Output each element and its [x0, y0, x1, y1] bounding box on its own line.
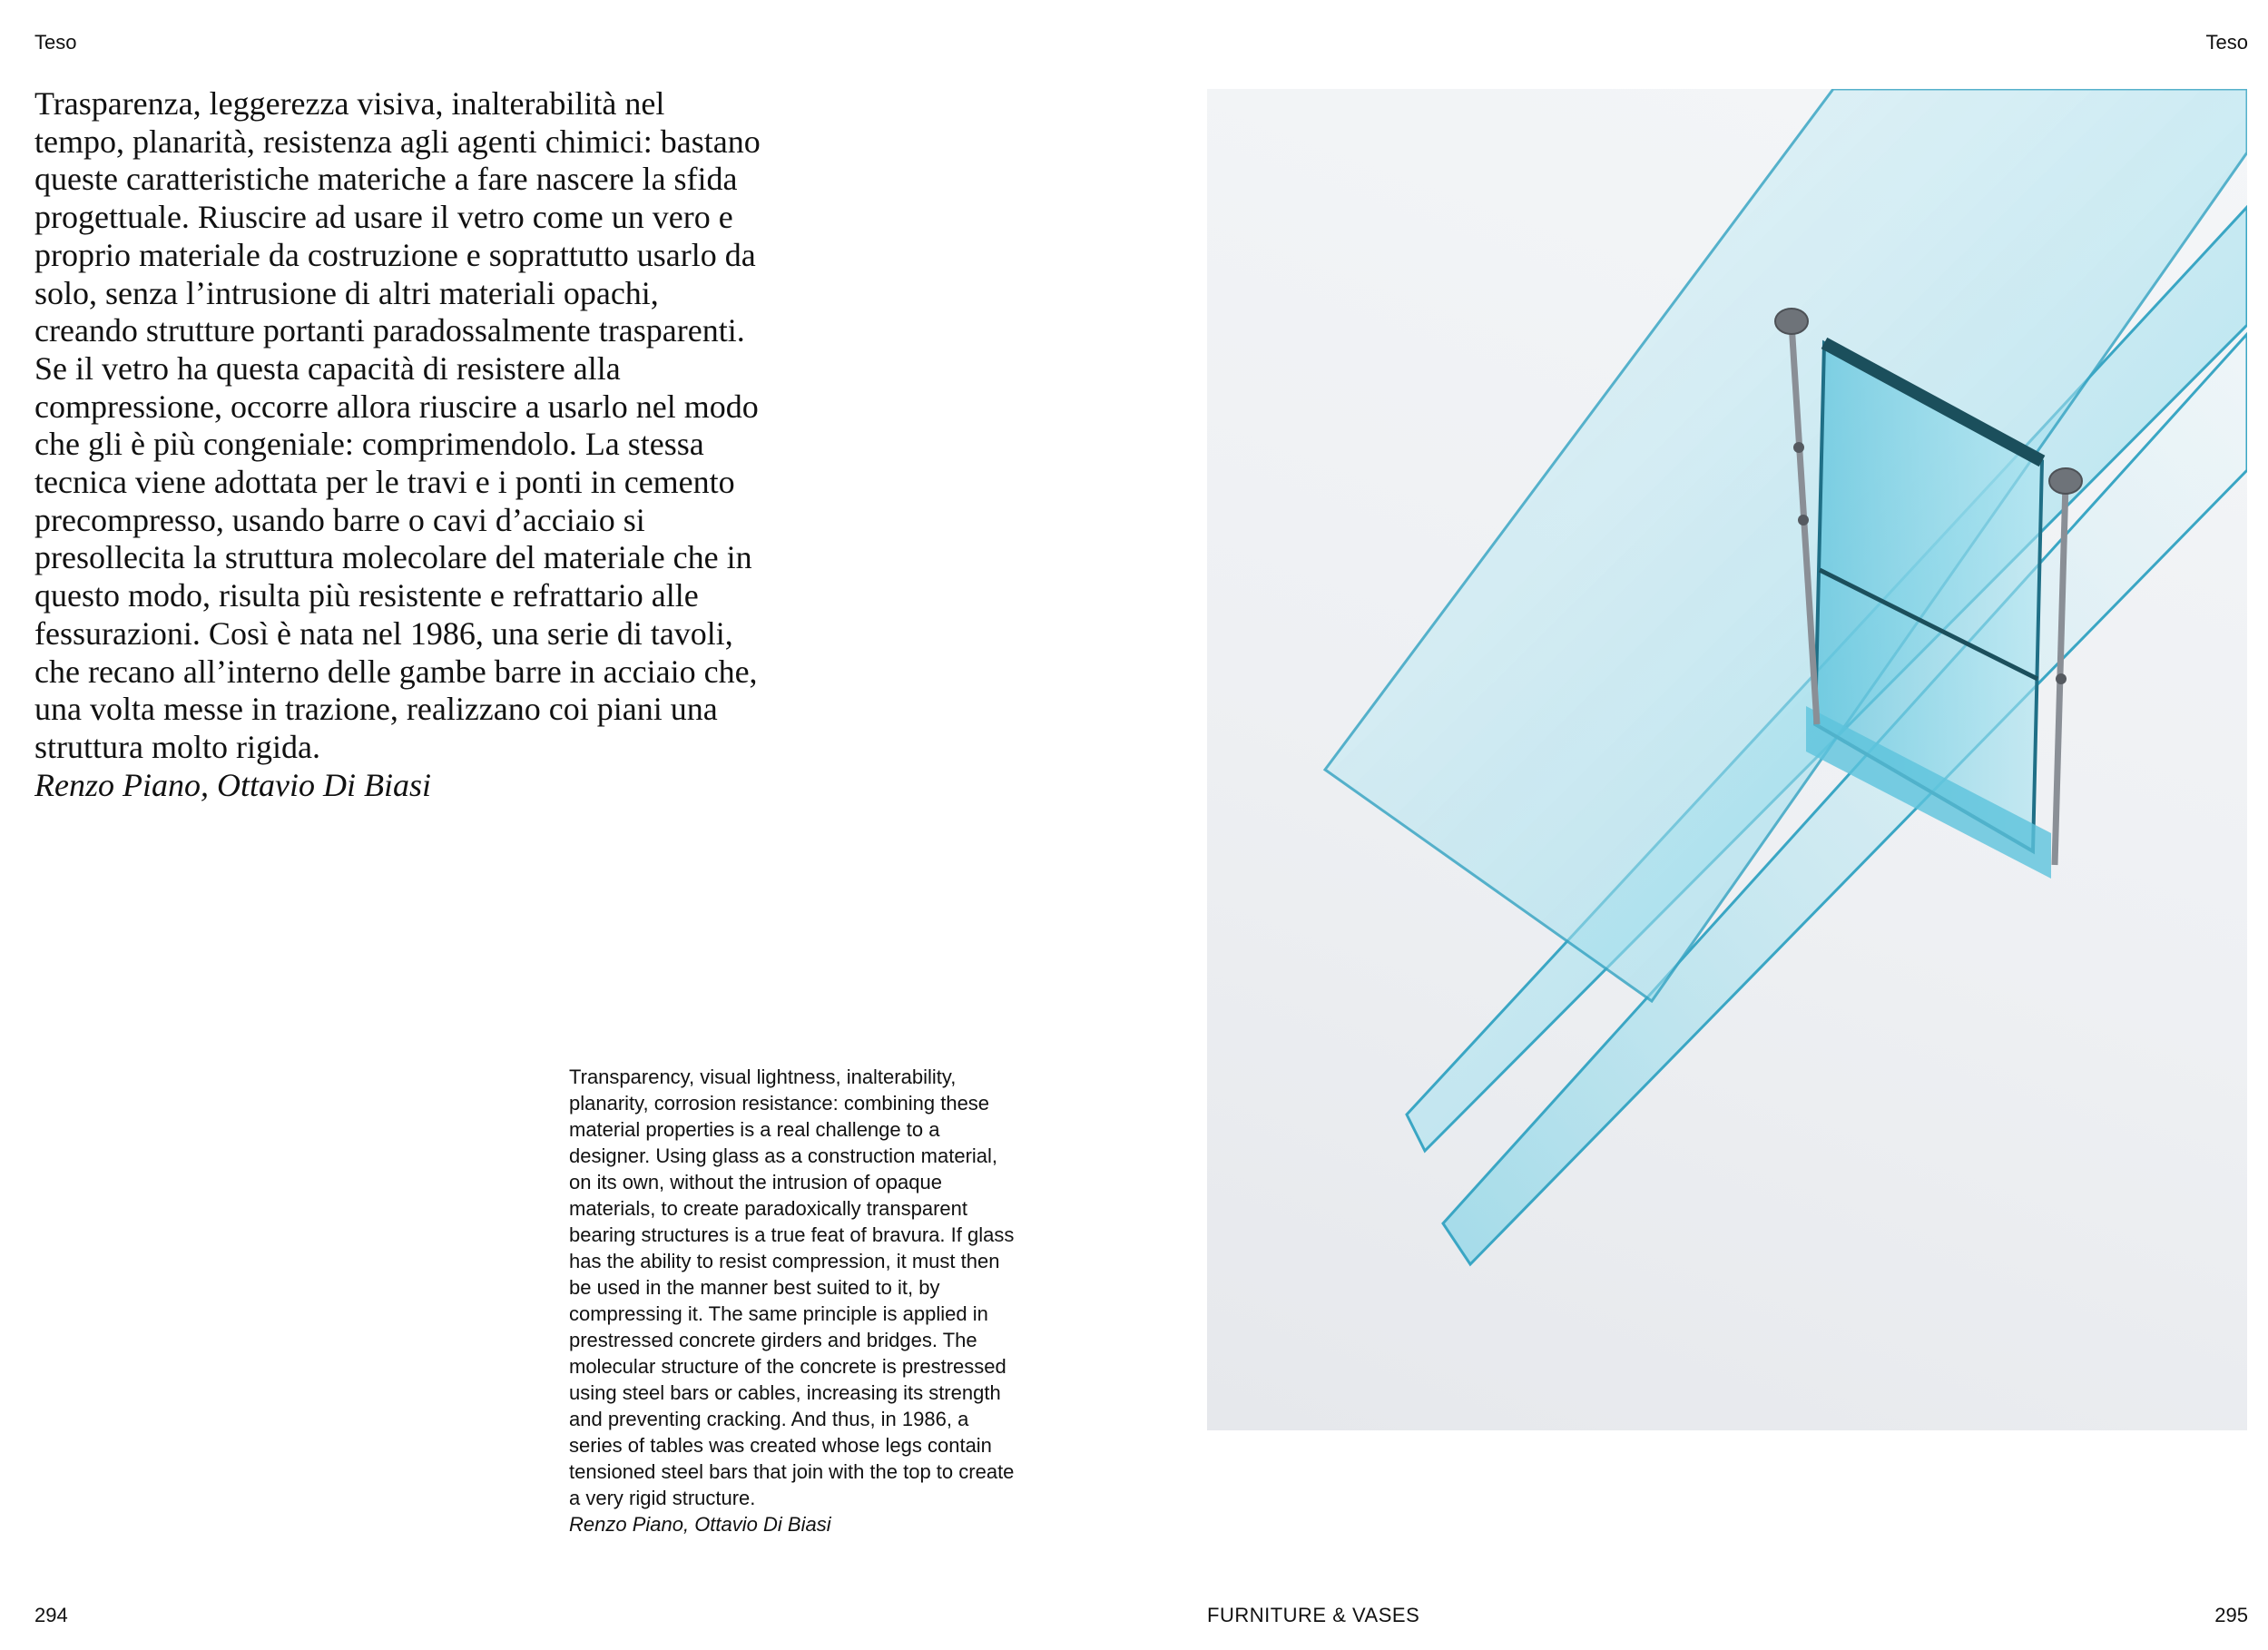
- running-head-left: Teso: [34, 31, 77, 54]
- english-text-block: [569, 1064, 1023, 1537]
- italian-text-block: [34, 85, 761, 804]
- steel-cap-right: [2049, 468, 2082, 494]
- glass-table-illustration: [1207, 89, 2247, 1430]
- section-title: FURNITURE & VASES: [1207, 1604, 1420, 1626]
- english-author: Renzo Piano, Ottavio Di Biasi: [569, 1513, 831, 1536]
- teso-table-photo: [1207, 89, 2247, 1430]
- italian-author: Renzo Piano, Ottavio Di Biasi: [34, 766, 431, 803]
- running-head-right: Teso: [2205, 31, 2248, 54]
- italian-body: Trasparenza, leggerezza visiva, inalterabilità nel tempo, planarità, resistenza agli agenti chimici: bastano queste caratteristiche materiche a fare nascere la sfida progettuale. Riuscire ad usare il vetro come un vero e proprio materiale da costruzione e soprattutto usarlo da solo, senza l’intrusione di altri materiali opachi, creando strutture portanti paradossalmente trasparenti. Se il vetro ha questa capacità di resistere alla compressione, occorre allora riuscire a usarlo nel modo che gli è più congeniale: comprimendolo. La stessa tecnica viene adottata per le travi e i ponti in cemento precompresso, usando barre o cavi d’acciaio si presollecita la struttura molecolare del materiale che in questo modo, risulta più resistente e refrattario alle fessurazioni. Così è nata nel 1986, una serie di tavoli, che recano all’interno delle gambe barre in acciaio che, una volta messe in trazione, realizzano coi piani una struttura molto rigida.: [34, 85, 761, 765]
- english-body: Transparency, visual lightness, inalterability, planarity, corrosion resistance: combining these material properties is a real challenge to a designer. Using glass as a construction material, on its own, without the intrusion of opaque materials, to create paradoxically transparent bearing structures is a true feat of bravura. If glass has the ability to resist compression, it must then be used in the manner best suited to it, by compressing it. The same principle is applied in prestressed concrete girders and bridges. The molecular structure of the concrete is prestressed using steel bars or cables, increasing its strength and preventing cracking. And thus, in 1986, a series of tables was created whose legs contain tensioned steel bars that join with the top to create a very rigid structure.: [569, 1066, 1015, 1509]
- page-number-right: 295: [2214, 1604, 2248, 1626]
- page-number-left: 294: [34, 1604, 68, 1626]
- steel-cap-left: [1775, 309, 1808, 334]
